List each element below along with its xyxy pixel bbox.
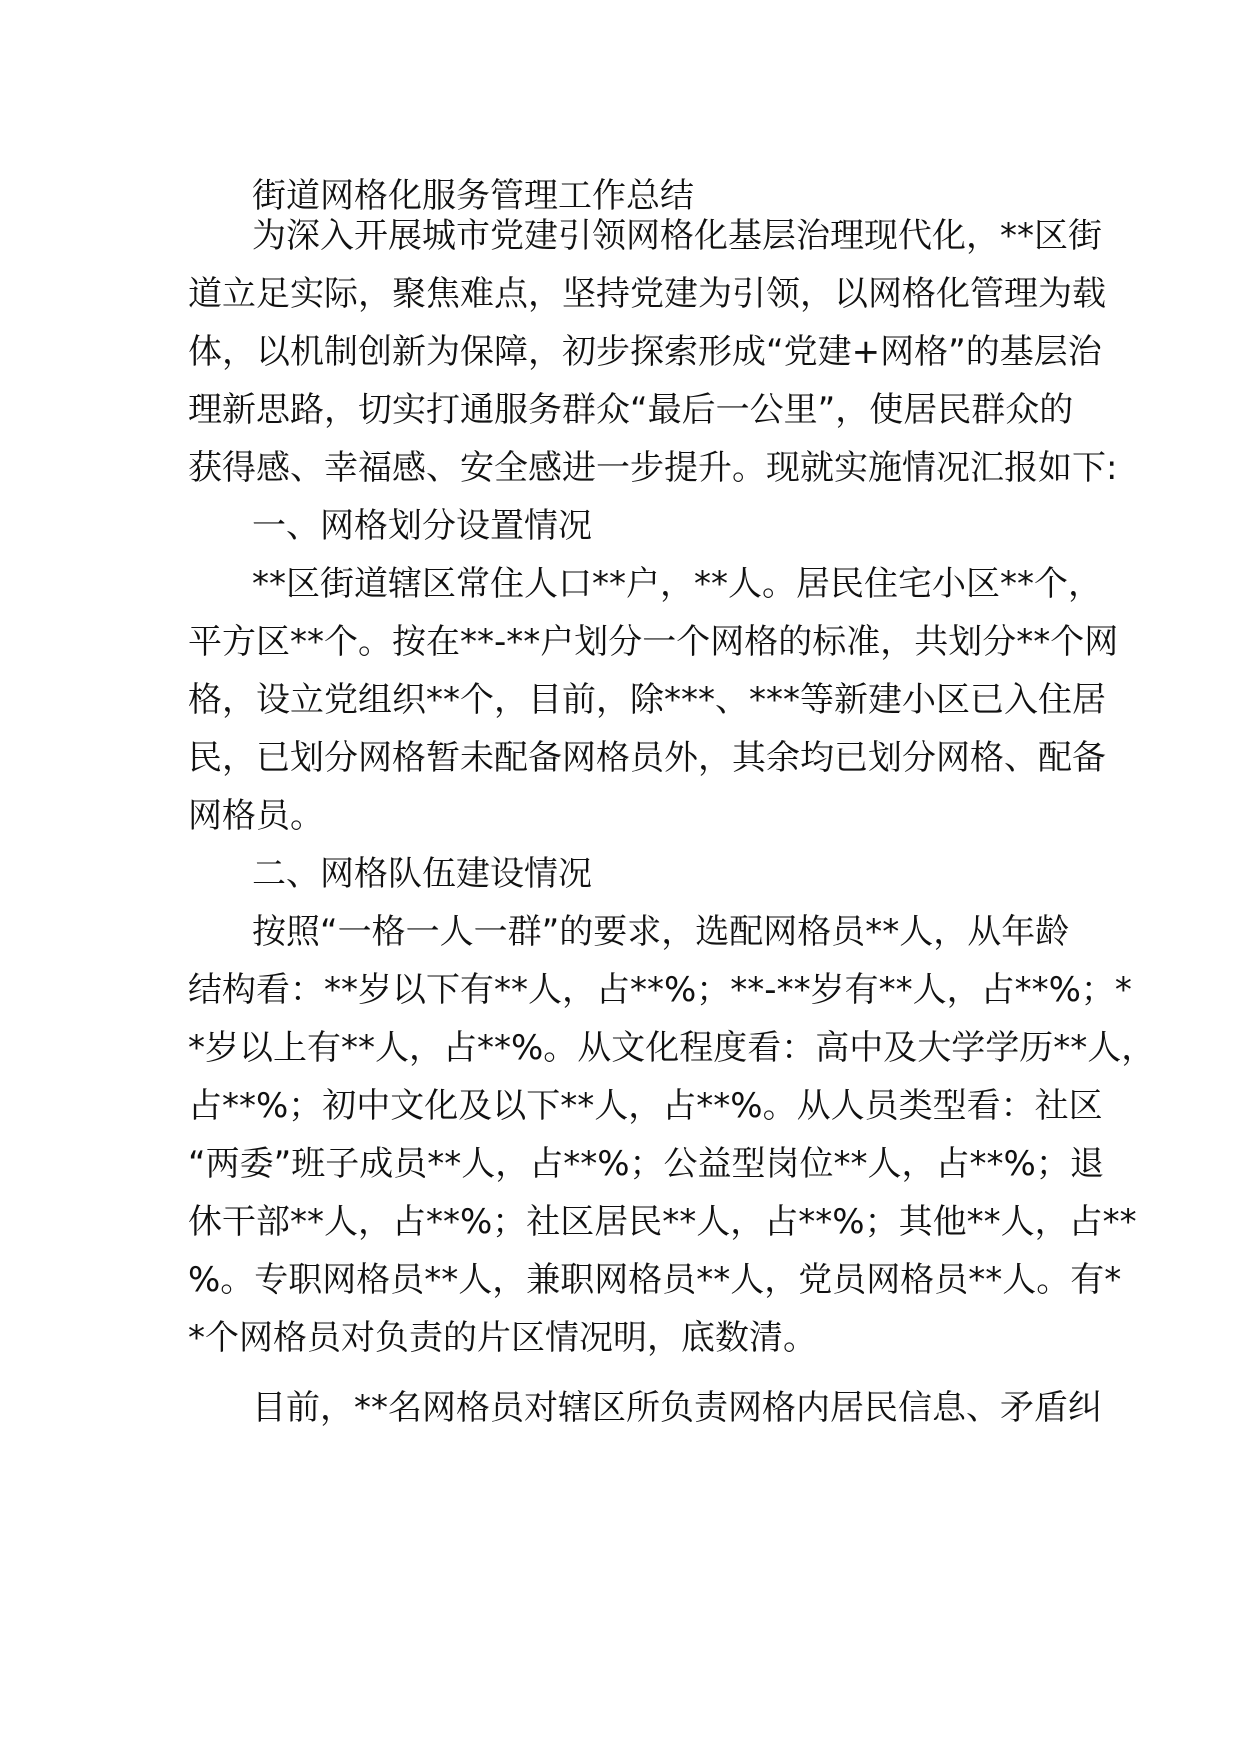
text-line: 占**%；初中文化及以下**人，占**%。从人员类型看：社区 <box>188 1086 1103 1126</box>
section-heading: 二、网格队伍建设情况 <box>252 854 592 894</box>
text-line: 目前，**名网格员对辖区所负责网格内居民信息、矛盾纠 <box>252 1388 1102 1428</box>
text-line: %。专职网格员**人，兼职网格员**人，党员网格员**人。有* <box>188 1260 1122 1300</box>
section-heading: 一、网格划分设置情况 <box>252 506 592 546</box>
text-line: **区街道辖区常住人口**户，**人。居民住宅小区**个， <box>252 564 1102 604</box>
text-line: 理新思路，切实打通服务群众“最后一公里”，使居民群众的 <box>188 390 1074 430</box>
text-line: 平方区**个。按在**-**户划分一个网格的标准，共划分**个网 <box>188 622 1119 662</box>
text-line: 结构看：**岁以下有**人，占**%；**-**岁有**人，占**%；* <box>188 970 1132 1010</box>
text-line: 民，已划分网格暂未配备网格员外，其余均已划分网格、配备 <box>188 738 1106 778</box>
text-line: 格，设立党组织**个，目前，除***、***等新建小区已入住居 <box>188 680 1106 720</box>
text-line: 休干部**人，占**%；社区居民**人，占**%；其他**人，占** <box>188 1202 1137 1242</box>
text-line: *个网格员对负责的片区情况明，底数清。 <box>188 1318 817 1358</box>
text-line: 道立足实际，聚焦难点，坚持党建为引领，以网格化管理为载 <box>188 274 1106 314</box>
text-line: *岁以上有**人，占**%。从文化程度看：高中及大学学历**人， <box>188 1028 1156 1068</box>
text-line: 网格员。 <box>188 796 324 836</box>
text-line: 为深入开展城市党建引领网格化基层治理现代化，**区街 <box>252 216 1102 256</box>
text-line: “两委”班子成员**人，占**%；公益型岗位**人，占**%；退 <box>188 1144 1104 1184</box>
text-line: 按照“一格一人一群”的要求，选配网格员**人，从年龄 <box>252 912 1070 952</box>
document-title: 街道网格化服务管理工作总结 <box>252 176 694 216</box>
text-line: 体，以机制创新为保障，初步探索形成“党建+网格”的基层治 <box>188 332 1102 372</box>
text-line: 获得感、幸福感、安全感进一步提升。现就实施情况汇报如下: <box>188 448 1118 488</box>
